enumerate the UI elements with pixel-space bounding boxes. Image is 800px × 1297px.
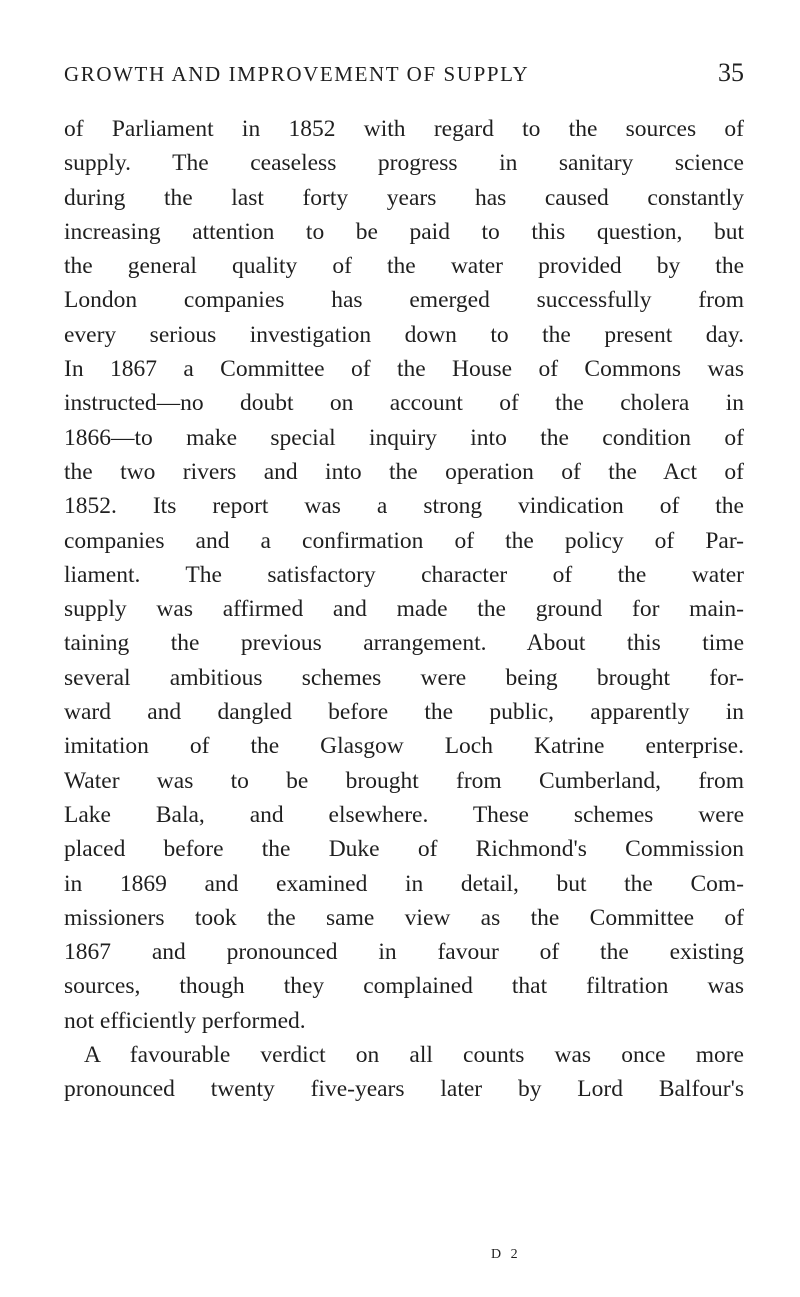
text-line: pronounced twenty five-years later by Lord Balfour's xyxy=(64,1076,744,1103)
text-line: missioners took the same view as the Committee of xyxy=(64,904,744,931)
text-line: imitation of the Glasgow Loch Katrine enterprise. xyxy=(64,733,744,760)
signature-mark: D 2 xyxy=(491,1247,521,1262)
text-line: Lake Bala, and elsewhere. These schemes were xyxy=(64,801,744,828)
page-number: 35 xyxy=(718,58,744,87)
text-line: In 1867 a Committee of the House of Commons was xyxy=(64,356,744,383)
text-line: taining the previous arrangement. About this time xyxy=(64,630,744,657)
text-line: several ambitious schemes were being brought for- xyxy=(64,664,744,691)
text-line: sources, though they complained that filtration was xyxy=(64,973,744,1000)
text-line: the two rivers and into the operation of the Act of xyxy=(64,458,744,485)
text-line: supply was affirmed and made the ground for main- xyxy=(64,596,744,623)
text-line: supply. The ceaseless progress in sanitary science xyxy=(64,150,744,177)
text-line: liament. The satisfactory character of the water xyxy=(64,561,744,588)
text-line: A favourable verdict on all counts was once more xyxy=(84,1042,744,1069)
text-line: in 1869 and examined in detail, but the Com- xyxy=(64,870,744,897)
text-line: of Parliament in 1852 with regard to the sources of xyxy=(64,116,744,142)
text-line: companies and a confirmation of the policy of Par- xyxy=(64,527,744,554)
text-line: ward and dangled before the public, apparently in xyxy=(64,699,744,726)
running-head xyxy=(64,58,744,94)
text-line: during the last forty years has caused constantly xyxy=(64,184,744,211)
text-line: the general quality of the water provided by the xyxy=(64,253,744,280)
text-line: 1852. Its report was a strong vindication of the xyxy=(64,493,744,520)
text-line: 1866—to make special inquiry into the condition of xyxy=(64,424,744,451)
text-line: placed before the Duke of Richmond's Commission xyxy=(64,836,744,863)
running-head-title: GROWTH AND IMPROVEMENT OF SUPPLY xyxy=(64,62,530,86)
text-line: instructed—no doubt on account of the cholera in xyxy=(64,390,744,417)
text-line: not efficiently performed. xyxy=(64,1007,306,1034)
text-line: Water was to be brought from Cumberland, from xyxy=(64,767,744,794)
text-line: every serious investigation down to the present day. xyxy=(64,321,744,348)
text-line: increasing attention to be paid to this question, but xyxy=(64,218,744,245)
text-line: 1867 and pronounced in favour of the existing xyxy=(64,939,744,966)
body-text xyxy=(64,112,744,1107)
text-line: London companies has emerged successfully from xyxy=(64,287,744,314)
